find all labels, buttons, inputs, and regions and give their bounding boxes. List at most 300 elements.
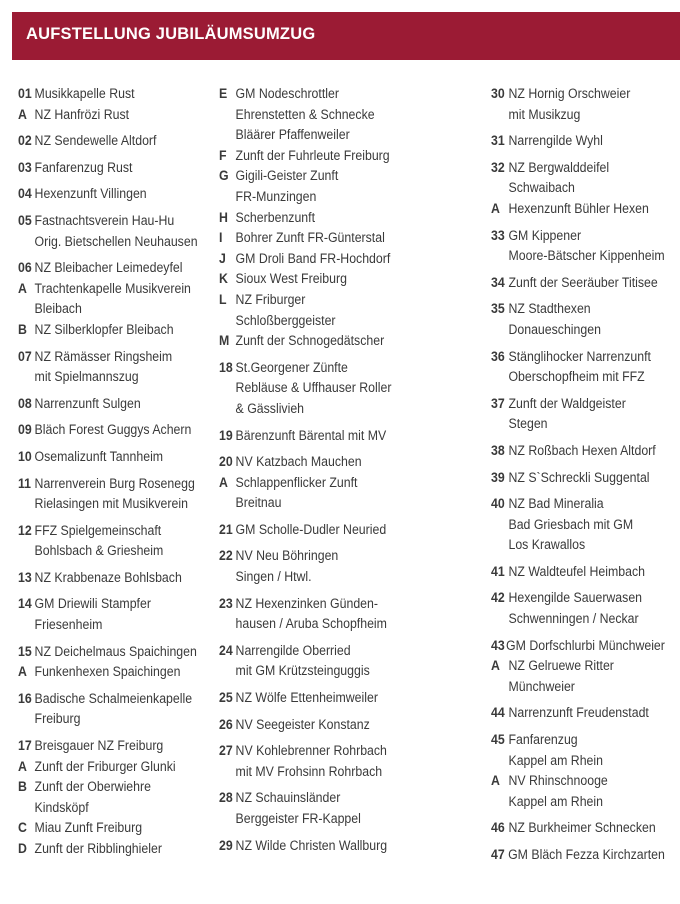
list-entry [491,299,680,340]
entry-line [219,641,466,662]
entry-number: 42 [491,590,505,606]
sub-entry-letter: L [219,291,227,307]
sub-entry-continuation [219,311,466,332]
entry-name: Bärenzunft Bärental mit MV [235,427,387,443]
entry-name: Hexengilde Sauerwasen [508,590,643,606]
entry-name: Narrengilde Oberried [235,642,351,658]
column-3 [491,84,680,872]
sub-entry-name: NV Rhinschnooge [508,773,608,789]
sub-entry-name: Kindsköpf [34,799,89,815]
entry-number: 01 [18,86,32,101]
entry-number: 45 [491,732,505,748]
entry-name: NV Neu Böhringen [235,548,339,564]
sub-entry-name: NZ Silberklopfer Bleibach [34,321,174,337]
entry-line [18,642,202,663]
sub-entry-name: Bleibach [34,301,82,317]
list-entry [219,594,487,635]
list-entry [18,420,218,441]
entry-name: Rebläuse & Uffhauser Roller [235,380,392,396]
entry-name: GM Bläch Fezza Kirchzarten [508,847,665,862]
entry-name: NZ Wölfe Ettenheimweiler [235,690,378,706]
entry-number: 02 [18,133,32,149]
entry-name: Zunft der Waldgeister [508,395,626,411]
entry-name: Orig. Bietschellen Neuhausen [34,233,198,249]
sub-entry-continuation [219,125,466,146]
entry-number: 19 [219,427,233,443]
sub-entry-name: Breitnau [235,495,282,511]
entry-number: 11 [18,475,32,491]
entry-continuation [219,399,466,420]
list-entry [491,562,680,583]
entry-line [18,474,202,495]
entry-name: NZ Sendewelle Altdorf [34,133,157,149]
entry-number: 34 [491,274,505,290]
entry-name: Friesenheim [34,617,103,633]
list-entry [18,394,218,415]
sub-entry-name: Schlappenflicker Zunft [235,474,358,490]
entry-number: 16 [18,690,32,706]
entry-line [18,420,202,441]
list-entry [491,273,680,294]
entry-name: NZ Krabbenaze Bohlsbach [34,569,182,585]
list-entry [18,474,218,515]
entry-line [18,84,202,105]
list-entry [491,84,680,125]
entry-name: Rielasingen mit Musikverein [34,496,188,512]
sub-entry-line [219,166,466,187]
entry-number: 15 [18,643,32,659]
list-entry [491,131,680,152]
entry-name: Kappel am Rhein [508,752,603,768]
list-entry [491,494,680,556]
entry-name: Musikkapelle Rust [34,86,135,101]
entry-number: 06 [18,260,32,276]
sub-entry-name: Zunft der Ribblinghieler [34,841,162,856]
list-entry [219,426,487,447]
column-1 [18,84,218,866]
entry-number: 21 [219,521,233,537]
entry-name: Singen / Htwl. [235,569,312,585]
sub-entry-line [18,757,202,778]
entry-number: 05 [18,212,32,228]
sub-entry-letter: K [219,271,228,287]
sub-entry-letter: M [219,333,230,349]
entry-line [18,258,202,279]
sub-entry-letter: G [219,168,229,184]
entry-name: Bläch Forest Guggys Achern [34,422,192,438]
sub-entry-line [219,146,466,167]
sub-entry-letter: I [219,230,223,246]
list-entry [219,84,487,352]
list-entry [18,258,218,340]
sub-entry-continuation [219,187,466,208]
list-entry [491,347,680,388]
entry-line [491,636,665,657]
entry-continuation [491,320,665,341]
list-entry [491,730,680,812]
entry-continuation [18,494,202,515]
entry-continuation [219,762,466,783]
entry-number: 30 [491,86,505,101]
entry-name: NZ S`Schreckli Suggental [508,469,650,485]
entry-number: 46 [491,820,505,836]
entry-number: 14 [18,596,32,612]
list-entry [491,394,680,435]
list-entry [18,689,218,730]
list-entry [491,703,680,724]
entry-name: Schwaibach [508,180,575,196]
entry-line [219,520,466,541]
list-entry [219,788,487,829]
sub-entry-name: Bohrer Zunft FR-Günterstal [235,230,385,246]
list-entry [219,452,487,514]
sub-entry-line [219,228,466,249]
sub-entry-line [18,662,202,683]
entry-line [219,426,466,447]
sub-entry-line [18,777,202,798]
sub-entry-name: Gigili-Geister Zunft [235,168,339,184]
entry-name: Badische Schalmeienkapelle [34,690,193,706]
entry-number: 35 [491,301,505,317]
entry-name: NZ Stadthexen [508,301,591,317]
entry-name: Zunft der Seeräuber Titisee [508,274,658,290]
entry-number: 08 [18,395,32,411]
sub-entry-name: Hexenzunft Bühler Hexen [508,200,649,216]
sub-entry-letter: A [18,106,27,122]
sub-entry-line [219,473,466,494]
list-entry [491,226,680,267]
sub-entry-letter: C [18,820,27,836]
entry-line [491,730,665,751]
sub-entry-line [491,771,665,792]
entry-name: GM Driewili Stampfer [34,596,151,612]
entry-number: 18 [219,359,233,375]
entry-number: 13 [18,569,32,585]
entry-number: 03 [18,159,32,175]
entry-name: FFZ Spielgemeinschaft [34,522,162,538]
sub-entry-name: FR-Munzingen [235,188,317,204]
entry-number: 44 [491,705,505,721]
entry-name: Fanfarenzug Rust [34,159,133,175]
sub-entry-continuation [219,493,466,514]
sub-entry-name: Zunft der Oberwiehre [34,779,151,795]
entry-line [491,818,665,839]
sub-entry-line [18,279,202,300]
sub-entry-name: Scherbenzunft [235,209,316,225]
list-entry [18,211,218,252]
entry-name: Oberschopfheim mit FFZ [508,369,645,385]
sub-entry-letter: A [491,773,500,789]
sub-entry-letter: D [18,841,27,856]
entry-line [219,358,466,379]
list-entry [219,641,487,682]
entry-line [491,703,665,724]
entry-name: hausen / Aruba Schopfheim [235,616,387,632]
entry-name: Narrenverein Burg Rosenegg [34,475,195,491]
list-entry [18,84,218,125]
sub-entry-continuation [491,677,665,698]
entry-line [491,845,665,866]
entry-line [491,562,665,583]
entry-number: 38 [491,442,505,458]
entry-name: & Gässlivieh [235,400,305,416]
entry-name: Bad Griesbach mit GM [508,516,634,532]
page-title: AUFSTELLUNG JUBILÄUMSUMZUG [26,25,316,43]
entry-name: mit Musikzug [508,106,581,122]
sub-entry-letter: A [18,758,27,774]
entry-continuation [491,751,665,772]
entry-name: Bohlsbach & Griesheim [34,543,164,559]
entry-continuation [491,535,665,556]
entry-number: 32 [491,159,505,175]
entry-number: 29 [219,837,233,853]
entry-name: GM Kippener [508,227,582,243]
entry-name: NZ Bergwalddeifel [508,159,610,175]
entry-line [18,689,202,710]
sub-entry-name: NZ Friburger [235,291,306,307]
entry-name: NZ Rämässer Ringsheim [34,348,173,364]
entry-number: 12 [18,522,32,538]
sub-entry-letter: F [219,147,227,163]
entry-line [491,226,665,247]
entry-number: 39 [491,469,505,485]
sub-entry-name: NZ Gelruewe Ritter [508,658,614,674]
entry-name: Freiburg [34,711,81,727]
sub-entry-name: GM Droli Band FR-Hochdorf [235,250,391,266]
entry-name: Berggeister FR-Kappel [235,811,361,826]
sub-entry-line [18,105,202,126]
sub-entry-continuation [219,105,466,126]
entry-line [219,715,466,736]
sub-entry-line [18,818,202,839]
entry-name: Breisgauer NZ Freiburg [34,738,164,754]
list-entry [18,184,218,205]
entry-line [18,211,202,232]
entry-name: Stegen [508,416,548,432]
entry-continuation [491,609,665,630]
entry-line [18,594,202,615]
entry-number: 26 [219,716,233,732]
entry-name: Hexenzunft Villingen [34,186,147,202]
entry-number: 40 [491,496,505,512]
sub-entry-name: Miau Zunft Freiburg [34,820,143,836]
entry-continuation [219,567,466,588]
list-entry [219,358,487,420]
sub-entry-letter: H [219,209,228,225]
entry-number: 33 [491,227,505,243]
sub-entry-letter: A [18,280,27,296]
title-banner [12,12,680,60]
entry-name: mit MV Frohsinn Rohrbach [235,763,383,779]
entry-name: GM Dorfschlurbi Münchweier [506,637,665,653]
entry-name: NZ Hexenzinken Günden- [235,595,379,611]
entry-name: Narrenzunft Sulgen [34,395,141,411]
entry-line [219,546,466,567]
entry-line [18,131,202,152]
list-entry [18,521,218,562]
entry-continuation [219,614,466,635]
entry-name: Osemalizunft Tannheim [34,448,164,464]
entry-line [491,394,665,415]
entry-number: 07 [18,348,32,364]
sub-entry-continuation [18,798,202,819]
list-entry [219,836,487,857]
sub-entry-letter: J [219,250,226,266]
entry-continuation [219,661,466,682]
sub-entry-name: NZ Hanfrözi Rust [34,106,130,122]
entry-name: GM Scholle-Dudler Neuried [235,521,387,537]
entry-continuation [18,709,202,730]
entry-line [219,688,466,709]
list-entry [491,468,680,489]
entry-number: 27 [219,743,233,759]
sub-entry-name: Zunft der Fuhrleute Freiburg [235,147,390,163]
entry-number: 37 [491,395,505,411]
sub-entry-line [491,656,665,677]
entry-line [219,741,466,762]
sub-entry-name: Trachtenkapelle Musikverein [34,280,191,296]
entry-line [219,452,466,473]
sub-entry-letter: A [219,474,228,490]
entry-number: 09 [18,422,32,438]
entry-number: 17 [18,738,32,754]
entry-number: 10 [18,448,32,464]
entry-name: Fastnachtsverein Hau-Hu [34,212,175,228]
entry-line [18,184,202,205]
entry-line [491,494,665,515]
entry-name: NZ Burkheimer Schnecken [508,820,656,836]
entry-number: 47 [491,847,505,862]
sub-entry-line [18,839,202,860]
sub-entry-name: GM Nodeschrottler [235,86,339,101]
entry-line [219,788,466,809]
entry-continuation [18,367,202,388]
entry-line [219,594,466,615]
entry-name: NZ Hornig Orschweier [508,86,631,101]
entry-name: NZ Wilde Christen Wallburg [235,837,388,853]
entry-name: NV Kohlebrenner Rohrbach [235,743,387,759]
sub-entry-name: Zunft der Friburger Glunki [34,758,176,774]
entry-continuation [491,367,665,388]
entry-line [18,736,202,757]
entry-continuation [18,232,202,253]
list-entry [18,736,218,860]
sub-entry-name: Ehrenstetten & Schnecke [235,106,375,122]
entry-line [491,84,665,105]
list-entry [18,447,218,468]
sub-entry-line [219,84,466,105]
sub-entry-continuation [491,792,665,813]
list-entry [491,845,680,866]
sub-entry-letter: B [18,321,27,337]
entry-number: 36 [491,348,505,364]
sub-entry-continuation [18,299,202,320]
sub-entry-name: Schloßberggeister [235,312,336,328]
entry-name: St.Georgener Zünfte [235,359,348,375]
sub-entry-letter: A [491,200,500,216]
list-entry [18,158,218,179]
column-2 [219,84,487,862]
entry-line [491,441,665,462]
entry-continuation [219,378,466,399]
entry-name: Narrenzunft Freudenstadt [508,705,649,721]
entry-continuation [491,246,665,267]
entry-line [18,568,202,589]
entry-name: mit Spielmannszug [34,369,139,385]
sub-entry-line [219,290,466,311]
entry-name: NV Seegeister Konstanz [235,716,370,732]
entry-name: NZ Bad Mineralia [508,496,604,512]
sub-entry-line [219,269,466,290]
entry-name: Schwenningen / Neckar [508,611,639,627]
list-entry [491,158,680,220]
entry-line [491,131,665,152]
entry-continuation [491,105,665,126]
list-entry [18,594,218,635]
sub-entry-name: Bläärer Pfaffenweiler [235,127,350,143]
entry-line [491,347,665,368]
list-entry [219,520,487,541]
entry-line [491,158,665,179]
entry-number: 24 [219,642,233,658]
entry-name: Stänglihocker Narrenzunft [508,348,651,364]
sub-entry-name: Zunft der Schnogedätscher [235,333,385,349]
list-entry [219,688,487,709]
sub-entry-name: Münchweier [508,678,575,694]
sub-entry-letter: A [491,658,500,674]
entry-line [491,299,665,320]
entry-name: NZ Waldteufel Heimbach [508,563,645,579]
list-entry [18,131,218,152]
entry-line [491,273,665,294]
sub-entry-letter: A [18,664,27,680]
entry-line [18,521,202,542]
entry-continuation [491,178,665,199]
sub-entry-line [219,249,466,270]
entry-name: NV Katzbach Mauchen [235,454,362,470]
entry-number: 41 [491,563,505,579]
entry-line [491,588,665,609]
sub-entry-line [18,320,202,341]
list-entry [18,347,218,388]
sub-entry-name: Funkenhexen Spaichingen [34,664,181,680]
sub-entry-line [219,208,466,229]
entry-name: NZ Roßbach Hexen Altdorf [508,442,656,458]
entry-continuation [491,515,665,536]
entry-name: Los Krawallos [508,537,586,553]
entry-name: NZ Deichelmaus Spaichingen [34,643,197,659]
entry-continuation [18,541,202,562]
sub-entry-letter: E [219,86,228,101]
list-entry [491,441,680,462]
entry-line [219,836,466,857]
entry-name: mit GM Krützsteinguggis [235,663,370,679]
entry-line [18,347,202,368]
list-entry [18,568,218,589]
list-entry [491,588,680,629]
entry-name: Fanfarenzug [508,732,578,748]
list-entry [219,546,487,587]
entry-name: Narrengilde Wyhl [508,133,603,149]
entry-number: 28 [219,790,233,806]
sub-entry-letter: B [18,779,27,795]
list-entry [491,636,680,698]
entry-line [491,468,665,489]
entry-continuation [491,414,665,435]
entry-line [18,394,202,415]
list-entry [491,818,680,839]
sub-entry-name: Sioux West Freiburg [235,271,347,287]
